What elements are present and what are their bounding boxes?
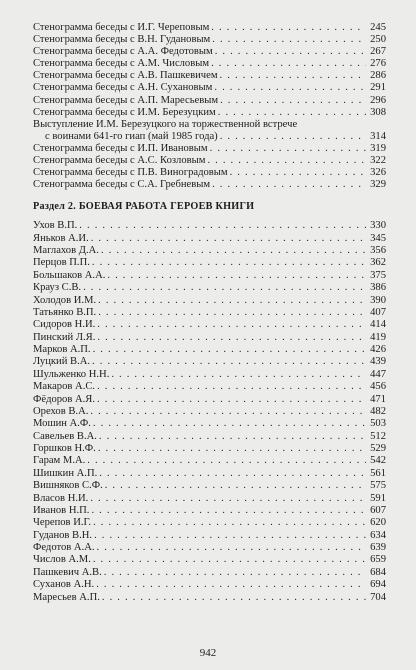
leader-dots [107,270,366,282]
leader-dots [99,468,366,480]
toc-entry-page: 503 [370,418,386,430]
leader-dots [97,542,366,554]
toc-entry-page: 356 [370,245,386,257]
leader-dots [98,307,366,319]
toc-entry-page: 276 [370,58,386,70]
toc-entry [33,257,386,269]
toc-entry-label: Числов А.М. [33,554,91,566]
toc-entry-page: 296 [370,94,386,106]
toc-entry [33,394,386,406]
toc-entry-page: 620 [370,517,386,529]
leader-dots [220,131,366,143]
leader-dots [105,480,366,492]
toc-entry-page: 267 [370,46,386,58]
toc-entry-label: Стенограмма беседы с И.Г. Череповым [33,22,210,33]
toc-entry [33,270,386,282]
toc-entry-label: Гуданов В.Н. [33,529,93,541]
leader-dots [101,245,366,257]
leader-dots [230,167,366,179]
toc-entry-label: Стенограмма беседы с А.А. Федотовым [33,46,213,58]
toc-entry [33,233,386,245]
toc-entry-page: 319 [370,142,386,154]
toc-entry-label: Крауз С.В. [33,282,82,294]
toc-entry-label: Большаков А.А. [33,269,106,281]
leader-dots [212,179,366,191]
table-of-contents [33,22,386,604]
toc-entry-label: Стенограмма беседы с И.П. Ивановым [33,142,208,154]
leader-dots [92,257,366,269]
toc-entry [33,143,386,155]
toc-entry-page: 245 [370,22,386,33]
toc-entry-page: 308 [370,106,386,118]
toc-entry-label: Маглахов Д.А. [33,245,99,257]
leader-dots [83,282,366,294]
toc-entry [33,34,386,46]
leader-dots [211,58,366,70]
toc-entry [33,592,386,604]
toc-entry-page: 659 [370,554,386,566]
toc-entry-page: 591 [370,492,386,504]
toc-entry-label: Мошин А.Ф. [33,418,91,430]
toc-entry-page: 561 [370,467,386,479]
leader-dots [215,46,366,58]
toc-entry-label: Власов Н.И. [33,492,89,504]
toc-entry-page: 426 [370,344,386,356]
toc-entry [33,418,386,430]
toc-entry-label: Татьянко В.П. [33,306,97,318]
leader-dots [210,143,366,155]
leader-dots [98,295,366,307]
toc-entry-label-line2: с воинами 641-го гиап (май 1985 года) [45,130,218,142]
toc-entry [33,167,386,179]
toc-entry-label: Луцкий В.А. [33,356,91,368]
toc-entry-page: 329 [370,179,386,191]
toc-entry-label: Шишкин А.П. [33,467,98,479]
toc-entry-label: Стенограмма беседы с А.Н. Сухановым [33,82,213,94]
toc-entry-page: 390 [370,294,386,306]
section1b-entries [33,143,386,191]
toc-entry-label: Федотов А.А. [33,542,95,554]
toc-entry-page: 414 [370,319,386,331]
toc-entry [33,406,386,418]
toc-entry-page: 291 [370,82,386,94]
toc-entry [33,443,386,455]
section2-entries [33,220,386,604]
toc-entry [33,431,386,443]
toc-entry [33,179,386,191]
toc-entry-page: 607 [370,504,386,516]
leader-dots [90,406,366,418]
page-number: 942 [199,647,217,659]
leader-dots [207,155,366,167]
toc-entry [33,295,386,307]
leader-dots [220,95,366,107]
toc-entry-label: Гарам М.А. [33,455,86,467]
toc-entry [33,344,386,356]
toc-entry-label: Шульженко Н.Н. [33,368,110,380]
toc-entry [33,505,386,517]
leader-dots [92,356,366,368]
toc-entry [33,381,386,393]
toc-entry-label: Макаров А.С. [33,381,96,393]
toc-entry [33,356,386,368]
toc-entry [33,567,386,579]
toc-entry-page: 439 [370,356,386,368]
leader-dots [94,530,366,542]
toc-entry-speech [33,119,386,143]
toc-entry-page: 542 [370,455,386,467]
leader-dots [97,319,366,331]
toc-entry [33,282,386,294]
section2-heading: Раздел 2. БОЕВАЯ РАБОТА ГЕРОЕВ КНИГИ [33,201,255,213]
toc-entry-label: Холодов И.М. [33,294,97,306]
toc-entry-page: 456 [370,381,386,393]
toc-entry [33,530,386,542]
leader-dots [91,505,366,517]
leader-dots [90,493,366,505]
toc-entry [33,369,386,381]
toc-entry-page: 471 [370,393,386,405]
toc-entry-page: 512 [370,430,386,442]
toc-entry-label: Стенограмма беседы с И.М. Березуцким [33,106,216,118]
toc-entry-page: 694 [370,579,386,591]
toc-entry-label: Орехов В.А. [33,405,89,417]
leader-dots [99,431,366,443]
toc-entry-label: Вишняков С.Ф. [33,480,103,492]
toc-entry [33,319,386,331]
toc-entry-page: 634 [370,529,386,541]
toc-entry-label: Маресьев А.П. [33,591,100,603]
toc-entry-page: 314 [370,130,386,142]
toc-entry [33,245,386,257]
toc-entry-label: Суханов А.Н. [33,579,95,591]
toc-entry [33,468,386,480]
section1-entries [33,22,386,119]
leader-dots [97,394,366,406]
toc-entry [33,95,386,107]
toc-entry-page: 684 [370,566,386,578]
toc-entry [33,46,386,58]
toc-entry-page: 330 [370,220,386,232]
leader-dots [93,554,366,566]
leader-dots [98,443,366,455]
leader-dots [93,418,366,430]
toc-entry-page: 482 [370,405,386,417]
leader-dots [214,82,366,94]
toc-entry-label: Стенограмма беседы с А.С. Козловым [33,155,206,167]
leader-dots [211,22,366,34]
toc-entry-label: Ухов В.П. [33,220,78,232]
toc-entry [33,220,386,232]
toc-entry [33,493,386,505]
leader-dots [87,455,366,467]
leader-dots [93,517,366,529]
toc-entry [33,579,386,591]
leader-dots [111,369,366,381]
toc-entry [33,542,386,554]
toc-entry-page: 529 [370,443,386,455]
toc-entry-label: Марков А.П. [33,344,91,356]
toc-entry-label: Яньков А.И. [33,232,89,244]
leader-dots [102,592,366,604]
toc-entry-label: Стенограмма беседы с А.П. Маресьевым [33,94,219,106]
toc-entry-label: Стенограмма беседы с П.В. Виноградовым [33,167,228,179]
leader-dots [220,70,366,82]
toc-entry [33,455,386,467]
toc-entry [33,107,386,119]
toc-entry [33,332,386,344]
toc-entry-label: Стенограмма беседы с В.Н. Гудановым [33,34,211,46]
toc-entry [33,307,386,319]
toc-entry-page: 362 [370,257,386,269]
toc-entry [33,517,386,529]
leader-dots [97,381,366,393]
toc-entry-label: Горшков Н.Ф. [33,443,96,455]
toc-entry [33,155,386,167]
leader-dots [96,579,366,591]
toc-entry-page: 326 [370,167,386,179]
leader-dots [93,344,366,356]
toc-entry-page: 704 [370,591,386,603]
toc-entry-page: 575 [370,480,386,492]
toc-entry [33,22,386,34]
toc-entry-label: Сидоров Н.И. [33,319,96,331]
toc-entry [33,70,386,82]
toc-entry-page: 386 [370,282,386,294]
toc-entry-label: Савельев В.А. [33,430,97,442]
toc-entry-page: 375 [370,269,386,281]
toc-entry-page: 447 [370,368,386,380]
toc-entry-label: Перцов П.П. [33,257,90,269]
toc-entry-label: Стенограмма беседы с А.В. Пашкевичем [33,70,218,82]
toc-entry [33,82,386,94]
toc-entry-label: Фёдоров А.Я. [33,393,96,405]
toc-entry-page: 322 [370,155,386,167]
toc-entry-label: Пашкевич А.В. [33,566,102,578]
toc-entry-label: Пинский Л.Я. [33,331,96,343]
toc-entry-label: Стенограмма беседы с А.М. Числовым [33,58,210,70]
toc-entry-page: 250 [370,34,386,46]
leader-dots [91,233,366,245]
leader-dots [97,332,366,344]
toc-entry-label: Стенограмма беседы с С.А. Гребневым [33,179,211,191]
leader-dots [212,34,366,46]
toc-entry [33,480,386,492]
toc-entry [33,58,386,70]
leader-dots [79,220,366,232]
toc-entry-label: Иванов Н.П. [33,504,90,516]
toc-entry-page: 286 [370,70,386,82]
leader-dots [218,107,366,119]
leader-dots [104,567,366,579]
toc-entry-label: Черепов И.Г. [33,517,92,529]
toc-entry-label-line1: Выступление И.М. Березуцкого на торжественной встрече [33,118,298,130]
toc-entry [33,554,386,566]
toc-entry-page: 419 [370,331,386,343]
toc-entry-page: 345 [370,232,386,244]
toc-entry-page: 639 [370,542,386,554]
toc-entry-page: 407 [370,306,386,318]
